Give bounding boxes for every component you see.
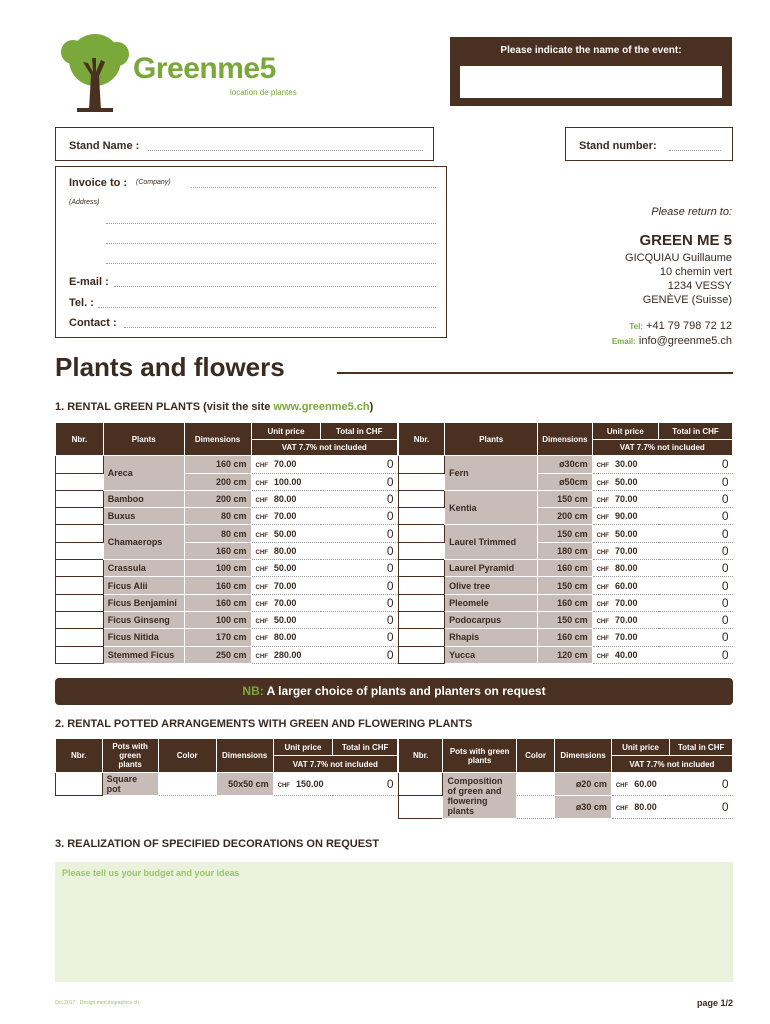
quantity-input[interactable]	[56, 490, 104, 507]
currency-label: CHF	[596, 653, 609, 660]
tree-icon	[55, 30, 135, 115]
table-row	[56, 646, 398, 663]
col-color: Color	[516, 739, 554, 773]
total-value: 0	[321, 577, 398, 594]
unit-price	[592, 473, 658, 490]
col-dimensions: Dimensions	[216, 739, 273, 773]
unit-price-value: 70.00	[614, 597, 638, 608]
section1-title: 1. RENTAL GREEN PLANTS (visit the site www.greenme5.ch)	[55, 401, 374, 413]
section2-title: 2. RENTAL POTTED ARRANGEMENTS WITH GREEN AND FLOWERING PLANTS	[55, 718, 473, 730]
plant-dimension: 100 cm	[184, 611, 251, 628]
ideas-textarea[interactable]	[55, 862, 733, 982]
currency-label: CHF	[255, 567, 268, 574]
table-row	[56, 611, 398, 628]
unit-price-value: 150.00	[295, 779, 324, 790]
stand-name-box	[55, 127, 434, 161]
unit-price	[592, 646, 658, 663]
table-row	[399, 594, 733, 611]
page-number: page 1/2	[696, 998, 733, 1008]
unit-price	[251, 646, 321, 663]
contact-label: Contact :	[69, 317, 117, 329]
currency-label: CHF	[596, 584, 609, 591]
quantity-input[interactable]	[399, 508, 445, 525]
plant-dimension: 160 cm	[184, 542, 251, 559]
plant-name: Square pot	[102, 773, 158, 796]
table-row	[399, 456, 733, 473]
currency-label: CHF	[615, 783, 629, 790]
plant-name: Ficus Nitida	[103, 629, 184, 646]
contact-input[interactable]	[124, 327, 436, 328]
total-value: 0	[321, 473, 398, 490]
stand-name-input[interactable]	[148, 150, 423, 151]
total-value: 0	[659, 629, 733, 646]
plant-dimension: 180 cm	[538, 542, 592, 559]
address-input-2[interactable]	[106, 243, 436, 244]
plant-dimension: 150 cm	[538, 577, 592, 594]
table-row	[399, 525, 733, 542]
total-value: 0	[670, 773, 733, 796]
plant-name: Buxus	[103, 508, 184, 525]
plant-name: Pleomele	[445, 594, 538, 611]
invoice-label: Invoice to :	[69, 177, 128, 189]
quantity-input[interactable]	[399, 796, 443, 819]
unit-price-value: 80.00	[614, 563, 638, 574]
total-value: 0	[659, 560, 733, 577]
currency-label: CHF	[255, 532, 268, 539]
table-row	[399, 629, 733, 646]
plant-dimension: ø30cm	[538, 456, 592, 473]
currency-label: CHF	[596, 463, 609, 470]
quantity-input[interactable]	[399, 490, 445, 507]
plant-name: Laurel Pyramid	[445, 560, 538, 577]
unit-price-value: 60.00	[614, 580, 638, 591]
currency-label: CHF	[596, 515, 609, 522]
unit-price	[592, 594, 658, 611]
unit-price-value: 50.00	[273, 615, 297, 626]
table-row	[399, 611, 733, 628]
unit-price	[251, 490, 321, 507]
address-input-1[interactable]	[106, 223, 436, 224]
plant-name: Yucca	[445, 646, 538, 663]
table-row	[56, 629, 398, 646]
stand-number-input[interactable]	[669, 150, 721, 151]
unit-price	[251, 594, 321, 611]
pots-table-left	[55, 738, 398, 796]
total-value: 0	[659, 490, 733, 507]
quantity-input[interactable]	[56, 456, 104, 473]
plant-name: Bamboo	[103, 490, 184, 507]
col-plants: Plants	[103, 423, 184, 456]
plant-name: Olive tree	[445, 577, 538, 594]
color-input[interactable]	[158, 773, 216, 796]
unit-price	[251, 560, 321, 577]
table-row	[56, 525, 398, 542]
unit-price	[592, 508, 658, 525]
unit-price-value: 80.00	[634, 802, 657, 813]
unit-price-value: 70.00	[614, 615, 638, 626]
table-row	[399, 560, 733, 577]
unit-price	[611, 773, 669, 796]
unit-price-value: 50.00	[614, 476, 638, 487]
total-value: 0	[659, 473, 733, 490]
footer-credit: Oct 2017 · Design mercéographics.ch	[55, 1000, 139, 1006]
tel-input[interactable]	[98, 307, 436, 308]
section3-title: 3. REALIZATION OF SPECIFIED DECORATIONS ON REQUEST	[55, 838, 380, 850]
plant-name: Ficus Benjamini	[103, 594, 184, 611]
plant-dimension: 160 cm	[184, 577, 251, 594]
plant-name: Laurel Trimmed	[445, 525, 538, 560]
quantity-input[interactable]	[399, 611, 445, 628]
return-email: info@greenme5.ch	[638, 335, 732, 347]
total-value: 0	[670, 796, 733, 819]
unit-price	[592, 611, 658, 628]
table-row	[56, 560, 398, 577]
plant-dimension: 200 cm	[538, 508, 592, 525]
unit-price	[251, 508, 321, 525]
plant-dimension: 50x50 cm	[216, 773, 273, 796]
total-value: 0	[321, 508, 398, 525]
col-total: Total in CHF	[333, 739, 398, 756]
unit-price	[251, 542, 321, 559]
quantity-input[interactable]	[56, 508, 104, 525]
plant-name: Chamaerops	[103, 525, 184, 560]
unit-price-value: 70.00	[614, 545, 638, 556]
vat-note: VAT 7.7% not included	[611, 756, 732, 773]
unit-price-value: 70.00	[273, 597, 297, 608]
col-total: Total in CHF	[659, 423, 733, 440]
unit-price-value: 50.00	[614, 528, 638, 539]
email-input[interactable]	[114, 286, 436, 287]
plant-dimension: 80 cm	[184, 508, 251, 525]
title-rule	[337, 372, 733, 374]
plant-name: Kentia	[445, 490, 538, 525]
unit-price-value: 70.00	[614, 632, 638, 643]
currency-label: CHF	[255, 549, 268, 556]
invoice-box	[55, 166, 447, 338]
quantity-input[interactable]	[56, 560, 104, 577]
quantity-input[interactable]	[399, 542, 445, 559]
tel-prefix: Tel:	[629, 322, 643, 331]
unit-price	[251, 577, 321, 594]
quantity-input[interactable]	[399, 560, 445, 577]
plant-name: Ficus Alii	[103, 577, 184, 594]
event-name-input[interactable]	[460, 66, 722, 98]
quantity-input[interactable]	[56, 594, 104, 611]
return-tel: +41 79 798 72 12	[646, 320, 732, 332]
plant-dimension: 250 cm	[184, 646, 251, 663]
currency-label: CHF	[596, 619, 609, 626]
col-plants: Plants	[445, 423, 538, 456]
total-value: 0	[321, 560, 398, 577]
plant-dimension: 160 cm	[538, 629, 592, 646]
unit-price	[251, 611, 321, 628]
unit-price-value: 70.00	[614, 494, 638, 505]
plants-title: Plants and flowers	[55, 352, 285, 382]
table-row	[56, 456, 398, 473]
currency-label: CHF	[255, 498, 268, 505]
plants-table-left	[55, 422, 398, 664]
plant-dimension: ø30 cm	[555, 796, 612, 819]
unit-price-value: 50.00	[273, 528, 297, 539]
nb-banner	[55, 678, 733, 705]
col-unit-price: Unit price	[611, 739, 669, 756]
col-unit-price: Unit price	[592, 423, 658, 440]
quantity-input[interactable]	[399, 456, 445, 473]
unit-price-value: 30.00	[614, 459, 638, 470]
currency-label: CHF	[255, 619, 268, 626]
unit-price-value: 80.00	[273, 632, 297, 643]
plant-name: Stemmed Ficus	[103, 646, 184, 663]
unit-price	[251, 473, 321, 490]
currency-label: CHF	[596, 532, 609, 539]
pots-table-right	[398, 738, 733, 819]
vat-note: VAT 7.7% not included	[273, 756, 397, 773]
unit-price	[251, 629, 321, 646]
total-value: 0	[659, 646, 733, 663]
plant-dimension: 200 cm	[184, 473, 251, 490]
total-value: 0	[321, 456, 398, 473]
plant-dimension: 100 cm	[184, 560, 251, 577]
total-value: 0	[321, 525, 398, 542]
color-input[interactable]	[516, 773, 554, 796]
unit-price-value: 70.00	[273, 511, 297, 522]
col-total: Total in CHF	[670, 739, 733, 756]
table-row	[56, 490, 398, 507]
return-line: 1234 VESSY	[667, 280, 732, 292]
return-label: Please return to:	[651, 206, 732, 218]
col-total: Total in CHF	[321, 423, 398, 440]
quantity-input[interactable]	[56, 629, 104, 646]
col-nbr: Nbr.	[399, 739, 443, 773]
company-input[interactable]	[191, 187, 436, 188]
company-hint: (Company)	[136, 179, 171, 186]
unit-price	[251, 456, 321, 473]
unit-price-value: 70.00	[273, 580, 297, 591]
greenme5-logo	[55, 30, 315, 115]
unit-price-value: 70.00	[273, 459, 297, 470]
site-link[interactable]: www.greenme5.ch	[273, 401, 370, 413]
plant-dimension: 170 cm	[184, 629, 251, 646]
quantity-input[interactable]	[56, 473, 104, 490]
currency-label: CHF	[596, 480, 609, 487]
total-value: 0	[659, 611, 733, 628]
total-value: 0	[321, 542, 398, 559]
quantity-input[interactable]	[56, 773, 103, 796]
quantity-input[interactable]	[399, 577, 445, 594]
plant-dimension: 160 cm	[184, 594, 251, 611]
plant-name: Composition of green and flowering plants	[443, 773, 516, 819]
unit-price-value: 60.00	[634, 779, 657, 790]
plants-table-right	[398, 422, 733, 664]
quantity-input[interactable]	[399, 594, 445, 611]
address-hint: (Address)	[69, 199, 100, 206]
vat-note: VAT 7.7% not included	[592, 440, 732, 456]
table-row	[399, 646, 733, 663]
event-name-box	[450, 37, 732, 106]
unit-price	[273, 773, 333, 796]
currency-label: CHF	[596, 601, 609, 608]
col-dimensions: Dimensions	[555, 739, 612, 773]
total-value: 0	[659, 525, 733, 542]
currency-label: CHF	[596, 636, 609, 643]
unit-price-value: 50.00	[273, 563, 297, 574]
currency-label: CHF	[255, 480, 268, 487]
col-unit-price: Unit price	[273, 739, 333, 756]
unit-price-value: 40.00	[614, 649, 638, 660]
table-row	[56, 773, 398, 796]
total-value: 0	[321, 611, 398, 628]
col-unit-price: Unit price	[251, 423, 321, 440]
plant-name: Rhapis	[445, 629, 538, 646]
plant-dimension: 160 cm	[184, 456, 251, 473]
col-nbr: Nbr.	[399, 423, 445, 456]
stand-number-box	[565, 127, 733, 161]
unit-price	[592, 456, 658, 473]
plant-name: Fern	[445, 456, 538, 491]
quantity-input[interactable]	[399, 629, 445, 646]
total-value: 0	[321, 594, 398, 611]
quantity-input[interactable]	[399, 646, 445, 663]
plant-dimension: 80 cm	[184, 525, 251, 542]
logo-wordmark: Greenme5	[133, 52, 276, 85]
total-value: 0	[659, 508, 733, 525]
table-row	[56, 508, 398, 525]
currency-label: CHF	[596, 567, 609, 574]
address-input-3[interactable]	[106, 263, 436, 264]
col-nbr: Nbr.	[56, 739, 103, 773]
currency-label: CHF	[255, 463, 268, 470]
col-pots: Pots with green plants	[102, 739, 158, 773]
total-value: 0	[321, 646, 398, 663]
stand-number-label: Stand number:	[579, 140, 657, 152]
plant-dimension: 150 cm	[538, 611, 592, 628]
quantity-input[interactable]	[56, 525, 104, 542]
quantity-input[interactable]	[56, 646, 104, 663]
plant-name: Areca	[103, 456, 184, 491]
quantity-input[interactable]	[399, 773, 443, 796]
return-line: GICQUIAU Guillaume	[625, 252, 732, 264]
return-address	[612, 205, 732, 349]
unit-price-value: 80.00	[273, 545, 297, 556]
return-line: 10 chemin vert	[659, 266, 732, 278]
unit-price	[592, 629, 658, 646]
unit-price-value: 280.00	[273, 649, 302, 660]
email-label: E-mail :	[69, 276, 109, 288]
plant-name: Crassula	[103, 560, 184, 577]
total-value: 0	[659, 456, 733, 473]
unit-price-value: 80.00	[273, 494, 297, 505]
nb-prefix: NB:	[242, 684, 264, 698]
tel-label: Tel. :	[69, 297, 94, 309]
nb-text: A larger choice of plants and planters on request	[263, 684, 546, 698]
unit-price	[592, 542, 658, 559]
plant-name: Podocarpus	[445, 611, 538, 628]
col-nbr: Nbr.	[56, 423, 104, 456]
plant-dimension: ø50cm	[538, 473, 592, 490]
table-row	[399, 773, 733, 796]
plant-dimension: 120 cm	[538, 646, 592, 663]
currency-label: CHF	[277, 783, 290, 790]
currency-label: CHF	[255, 584, 268, 591]
plant-dimension: 150 cm	[538, 525, 592, 542]
unit-price	[611, 796, 669, 819]
plant-name: Ficus Ginseng	[103, 611, 184, 628]
plant-dimension: 160 cm	[538, 594, 592, 611]
table-row	[56, 577, 398, 594]
return-line: GENÈVE (Suisse)	[642, 294, 732, 306]
quantity-input[interactable]	[56, 611, 104, 628]
total-value: 0	[659, 577, 733, 594]
quantity-input[interactable]	[399, 525, 445, 542]
currency-label: CHF	[596, 498, 609, 505]
table-row	[399, 490, 733, 507]
quantity-input[interactable]	[56, 542, 104, 559]
unit-price	[251, 525, 321, 542]
table-row	[56, 594, 398, 611]
return-company: GREEN ME 5	[639, 232, 732, 249]
plant-dimension: 150 cm	[538, 490, 592, 507]
total-value: 0	[321, 629, 398, 646]
plant-dimension: 160 cm	[538, 560, 592, 577]
stand-name-label: Stand Name :	[69, 140, 140, 152]
total-value: 0	[333, 773, 398, 796]
currency-label: CHF	[596, 549, 609, 556]
currency-label: CHF	[615, 806, 629, 813]
plant-dimension: 200 cm	[184, 490, 251, 507]
currency-label: CHF	[255, 515, 268, 522]
unit-price	[592, 525, 658, 542]
unit-price	[592, 560, 658, 577]
table-row	[399, 577, 733, 594]
total-value: 0	[321, 490, 398, 507]
currency-label: CHF	[255, 636, 268, 643]
unit-price-value: 90.00	[614, 511, 638, 522]
col-color: Color	[158, 739, 216, 773]
unit-price	[592, 577, 658, 594]
total-value: 0	[659, 594, 733, 611]
col-pots: Pots with green plants	[443, 739, 516, 773]
currency-label: CHF	[255, 601, 268, 608]
col-dimensions: Dimensions	[538, 423, 592, 456]
vat-note: VAT 7.7% not included	[251, 440, 397, 456]
email-prefix: Email:	[611, 337, 636, 346]
total-value: 0	[659, 542, 733, 559]
currency-label: CHF	[255, 653, 268, 660]
event-label: Please indicate the name of the event:	[500, 45, 682, 56]
color-input[interactable]	[516, 796, 554, 819]
quantity-input[interactable]	[399, 473, 445, 490]
ideas-hint: Please tell us your budget and your ideas	[62, 868, 240, 878]
quantity-input[interactable]	[56, 577, 104, 594]
unit-price	[592, 490, 658, 507]
plant-dimension: ø20 cm	[555, 773, 612, 796]
logo-tagline: location de plantes	[230, 88, 297, 97]
unit-price-value: 100.00	[273, 476, 302, 487]
col-dimensions: Dimensions	[184, 423, 251, 456]
